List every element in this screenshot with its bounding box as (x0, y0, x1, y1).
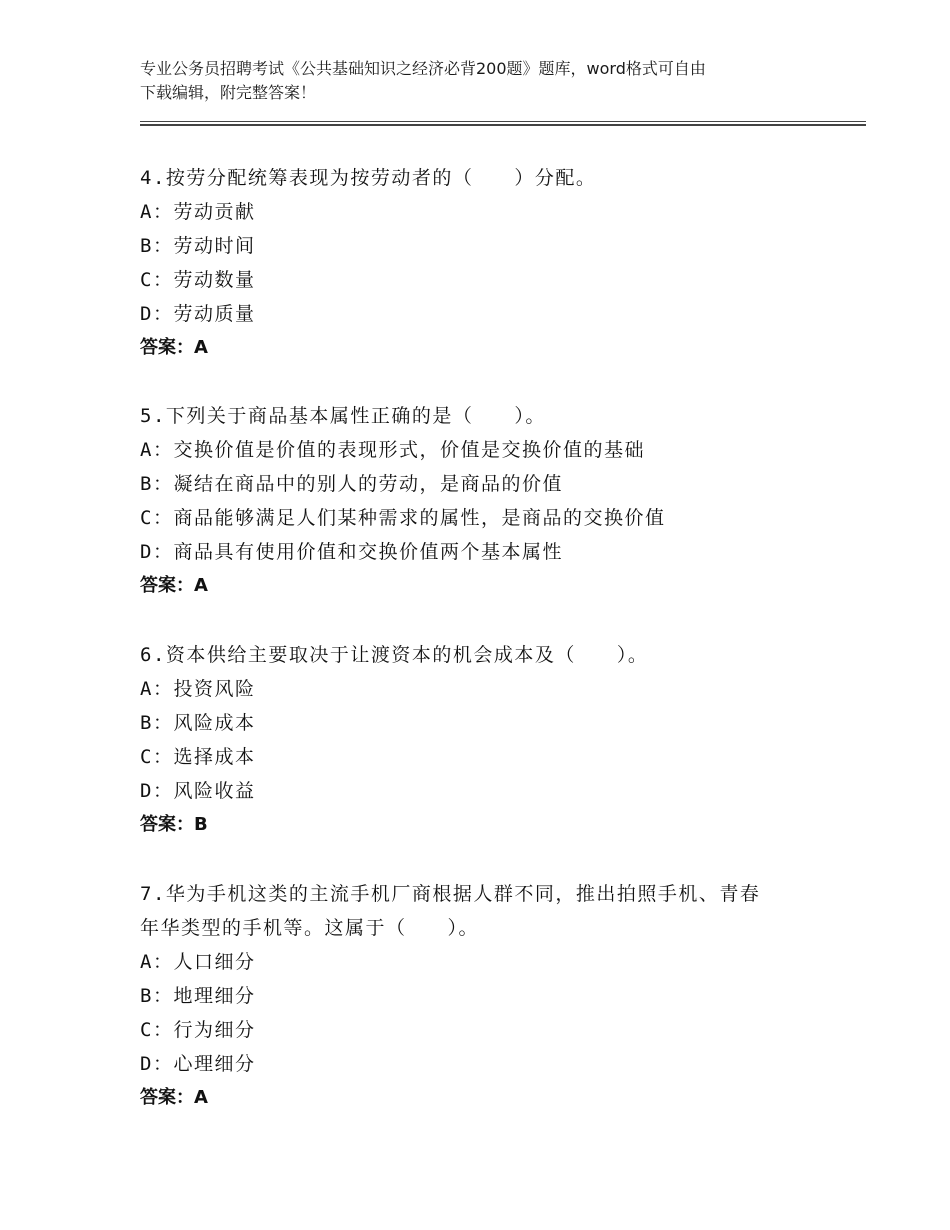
option-c: C：商品能够满足人们某种需求的属性，是商品的交换价值 (140, 507, 666, 529)
header-rule-bottom (140, 124, 866, 126)
question-5 (140, 399, 840, 603)
option-c: C：行为细分 (140, 1019, 256, 1041)
option-d: D：风险收益 (140, 780, 256, 802)
answer-line (140, 1081, 840, 1115)
answer-label: 答案： (140, 337, 194, 358)
question-stem: 4.按劳分配统筹表现为按劳动者的（ ）分配。 (140, 167, 597, 189)
option-d: D：心理细分 (140, 1053, 256, 1075)
question-7 (140, 877, 840, 1115)
option-d: D：劳动质量 (140, 303, 256, 325)
question-stem-line-2: 年华类型的手机等。这属于（ ）。 (140, 917, 480, 939)
header-rule-top (140, 121, 866, 122)
option-a: A：劳动贡献 (140, 201, 256, 223)
option-d: D：商品具有使用价值和交换价值两个基本属性 (140, 541, 563, 563)
question-stem: 5.下列关于商品基本属性正确的是（ ）。 (140, 405, 546, 427)
question-stem-line-1: 7.华为手机这类的主流手机厂商根据人群不同，推出拍照手机、青春 (140, 883, 761, 905)
header-line-2: 下载编辑，附完整答案！ (140, 83, 317, 102)
answer-line (140, 569, 840, 603)
question-stem: 6.资本供给主要取决于让渡资本的机会成本及（ ）。 (140, 644, 649, 666)
option-b: B：劳动时间 (140, 235, 256, 257)
question-4 (140, 161, 840, 365)
answer-value: A (194, 1087, 208, 1108)
answer-line (140, 331, 840, 365)
document-header (140, 57, 820, 105)
answer-value: A (194, 337, 208, 358)
answer-value: A (194, 575, 208, 596)
option-b: B：地理细分 (140, 985, 256, 1007)
answer-label: 答案： (140, 814, 194, 835)
header-line-1: 专业公务员招聘考试《公共基础知识之经济必背200题》题库，word格式可自由 (140, 59, 706, 78)
answer-value: B (194, 814, 208, 835)
option-a: A：交换价值是价值的表现形式，价值是交换价值的基础 (140, 439, 645, 461)
option-a: A：人口细分 (140, 951, 256, 973)
option-b: B：凝结在商品中的别人的劳动，是商品的价值 (140, 473, 563, 495)
answer-line (140, 808, 840, 842)
question-6 (140, 638, 840, 842)
answer-label: 答案： (140, 1087, 194, 1108)
option-c: C：选择成本 (140, 746, 256, 768)
answer-label: 答案： (140, 575, 194, 596)
option-a: A：投资风险 (140, 678, 256, 700)
option-c: C：劳动数量 (140, 269, 256, 291)
option-b: B：风险成本 (140, 712, 256, 734)
